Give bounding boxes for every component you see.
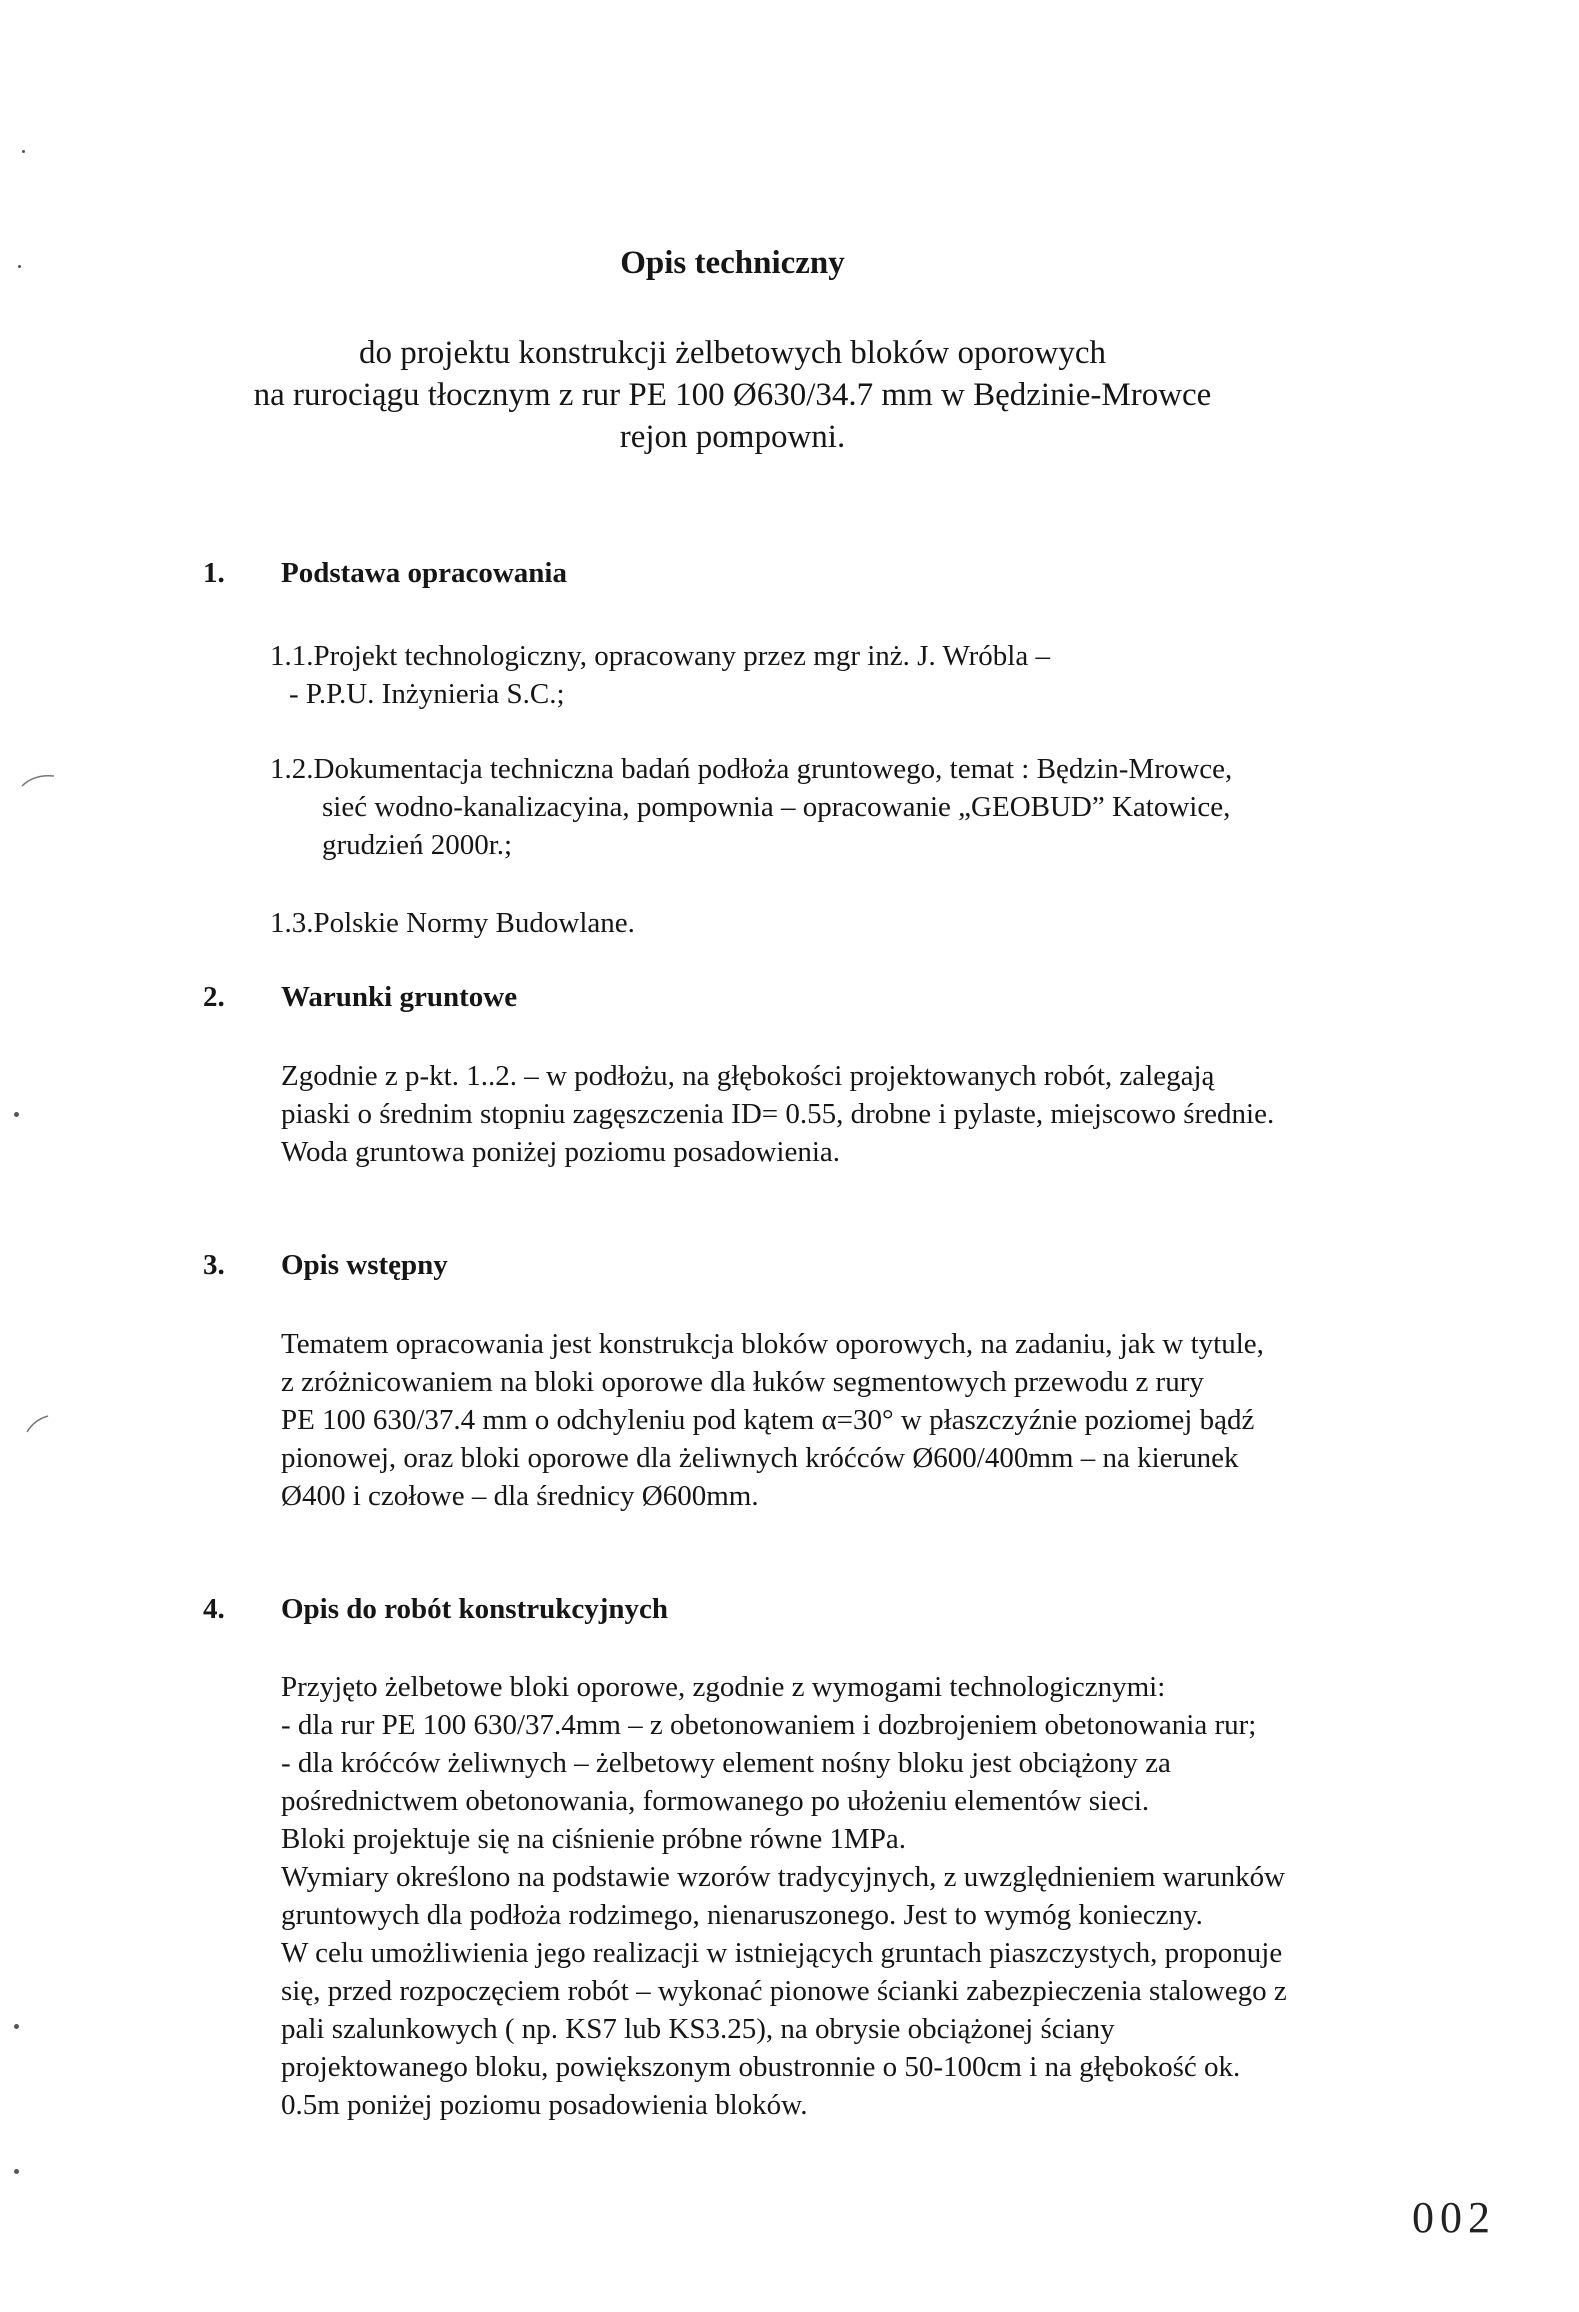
section-1-item-3: [270, 904, 635, 942]
section-3-heading: Opis wstępny: [281, 1249, 448, 1281]
punch-mark-icon: [20, 770, 60, 790]
section-2-body: [281, 1057, 1274, 1171]
scan-speck: [18, 265, 21, 268]
paragraph-line: Bloki projektuje się na ciśnienie próbne równe 1MPa.: [281, 1823, 906, 1855]
subtitle-line: do projektu konstrukcji żelbetowych bloków oporowych: [359, 335, 1106, 371]
scan-speck: [14, 2024, 19, 2029]
subtitle-line: na rurociągu tłocznym z rur PE 100 Ø630/34.7 mm w Będzinie-Mrowce: [253, 377, 1212, 413]
paragraph-line: - dla rur PE 100 630/37.4mm – z obetonowaniem i dozbrojeniem obetonowania rur;: [281, 1709, 1257, 1741]
document-subtitle: [0, 332, 1465, 458]
paragraph-line: 0.5m poniżej poziomu posadowienia bloków.: [281, 2089, 808, 2121]
scan-speck: [22, 150, 25, 153]
paragraph-line: Wymiary określono na podstawie wzorów tradycyjnych, z uwzględnieniem warunków: [281, 1861, 1286, 1893]
section-2-number: 2.: [203, 981, 225, 1013]
paragraph-line: pionowej, oraz bloki oporowe dla żeliwnych króćców Ø600/400mm – na kierunek: [281, 1442, 1239, 1474]
section-1-item-1: [270, 637, 1050, 713]
scan-speck: [14, 2169, 19, 2174]
section-1-number: 1.: [203, 557, 225, 589]
section-1-item-2: [270, 750, 1232, 864]
item-line: sieć wodno-kanalizacyina, pompownia – opracowanie „GEOBUD” Katowice,: [322, 791, 1231, 823]
document-title: Opis techniczny: [620, 245, 845, 281]
paragraph-line: piaski o średnim stopniu zagęszczenia ID= 0.55, drobne i pylaste, miejscowo średnie.: [281, 1098, 1275, 1130]
paragraph-line: PE 100 630/37.4 mm o odchyleniu pod kątem α=30° w płaszczyźnie poziomej bądź: [281, 1404, 1255, 1436]
item-line: 1.2.Dokumentacja techniczna badań podłoża gruntowego, temat : Będzin-Mrowce,: [270, 753, 1233, 785]
item-line: 1.1.Projekt technologiczny, opracowany przez mgr inż. J. Wróbla –: [270, 640, 1050, 672]
paragraph-line: - dla króćców żeliwnych – żelbetowy element nośny bloku jest obciążony za: [281, 1747, 1171, 1779]
section-1-heading: Podstawa opracowania: [281, 557, 567, 589]
section-3-body: [281, 1325, 1264, 1515]
paragraph-line: Woda gruntowa poniżej poziomu posadowienia.: [281, 1136, 841, 1168]
section-4-body: [281, 1668, 1287, 2124]
punch-mark-icon: [24, 1412, 54, 1436]
section-3-number: 3.: [203, 1249, 225, 1281]
paragraph-line: się, przed rozpoczęciem robót – wykonać pionowe ścianki zabezpieczenia stalowego z: [281, 1975, 1287, 2007]
paragraph-line: pali szalunkowych ( np. KS7 lub KS3.25), na obrysie obciążonej ściany: [281, 2013, 1115, 2045]
paragraph-line: Zgodnie z p-kt. 1..2. – w podłożu, na głębokości projektowanych robót, zalegają: [281, 1060, 1215, 1092]
paragraph-line: Tematem opracowania jest konstrukcja bloków oporowych, na zadaniu, jak w tytule,: [281, 1328, 1264, 1360]
paragraph-line: Przyjęto żelbetowe bloki oporowe, zgodnie z wymogami technologicznymi:: [281, 1671, 1166, 1703]
page-number: 002: [1412, 2193, 1496, 2242]
section-2-heading: Warunki gruntowe: [281, 981, 518, 1013]
paragraph-line: projektowanego bloku, powiększonym obustronnie o 50-100cm i na głębokość ok.: [281, 2051, 1241, 2083]
subtitle-line: rejon pompowni.: [619, 419, 846, 455]
paragraph-line: z zróżnicowaniem na bloki oporowe dla łuków segmentowych przewodu z rury: [281, 1366, 1204, 1398]
item-line: 1.3.Polskie Normy Budowlane.: [270, 907, 635, 939]
section-4-heading: Opis do robót konstrukcyjnych: [281, 1593, 669, 1625]
item-line: - P.P.U. Inżynieria S.C.;: [289, 678, 565, 710]
section-4-number: 4.: [203, 1593, 225, 1625]
item-line: grudzień 2000r.;: [322, 829, 513, 861]
scan-speck: [14, 1112, 19, 1117]
paragraph-line: gruntowych dla podłoża rodzimego, nienaruszonego. Jest to wymóg konieczny.: [281, 1899, 1203, 1931]
paragraph-line: pośrednictwem obetonowania, formowanego po ułożeniu elementów sieci.: [281, 1785, 1150, 1817]
paragraph-line: Ø400 i czołowe – dla średnicy Ø600mm.: [281, 1480, 759, 1512]
paragraph-line: W celu umożliwienia jego realizacji w istniejących gruntach piaszczystych, proponuje: [281, 1937, 1283, 1969]
